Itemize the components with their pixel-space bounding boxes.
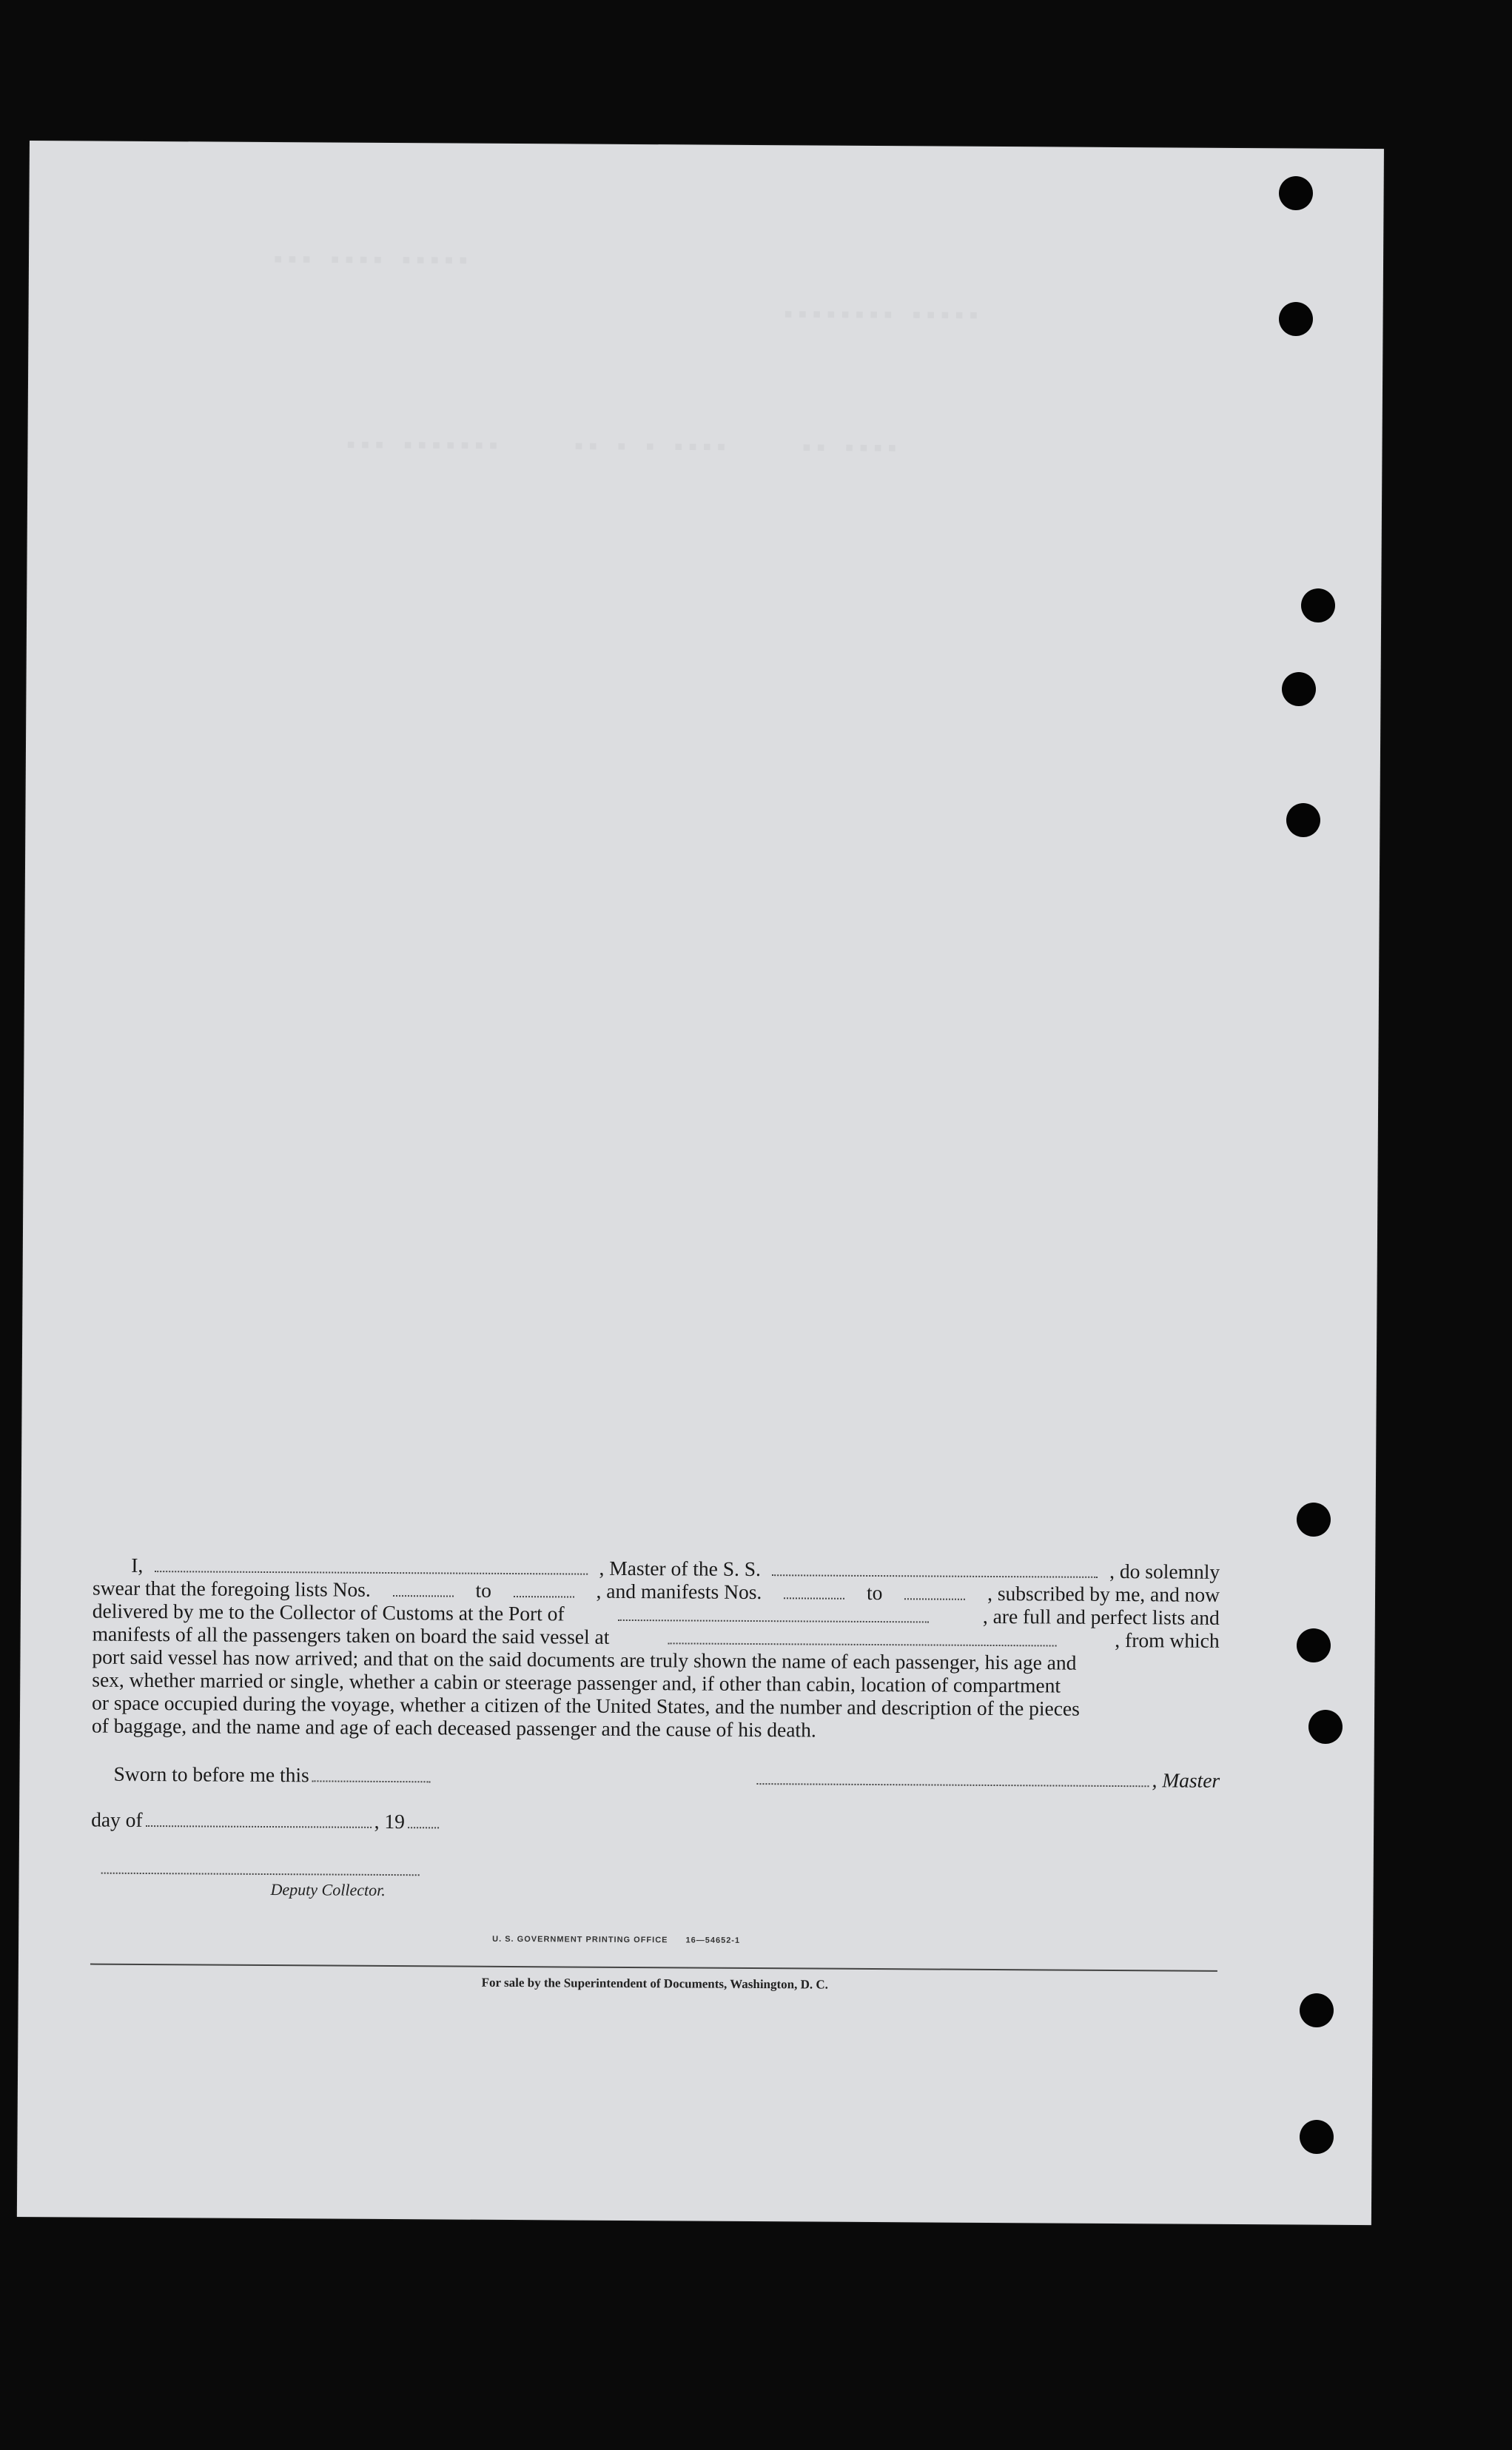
oath-text: I, [131, 1553, 144, 1577]
bleed-through-mark: ▪▪▪▪▪▪▪▪ ▪▪▪▪▪ [783, 304, 984, 324]
departure-port-blank [668, 1642, 1056, 1646]
punch-hole [1286, 803, 1320, 837]
punch-hole [1308, 1710, 1343, 1744]
punch-hole [1300, 2120, 1334, 2154]
manifest-to-blank [904, 1598, 965, 1600]
paper-sheet [17, 141, 1384, 2225]
oath-text: , from which [1115, 1628, 1220, 1652]
master-signature-blank [756, 1783, 1149, 1787]
oath-text: port said vessel has now arrived; and that on the said documents are truly shown the name of each passenger, his age and [92, 1645, 1077, 1674]
printing-office-imprint [492, 1935, 740, 1945]
gpo-label: U. S. GOVERNMENT PRINTING OFFICE [492, 1934, 668, 1945]
manifest-from-blank [784, 1597, 844, 1600]
oath-text: to [475, 1578, 491, 1602]
punch-hole [1279, 302, 1313, 336]
oath-text: , subscribed by me, and now [987, 1581, 1220, 1606]
deputy-signature-blank [101, 1873, 420, 1876]
oath-text: manifests of all the passengers taken on board the said vessel at [92, 1622, 610, 1648]
list-from-blank [393, 1595, 454, 1597]
oath-text: or space occupied during the voyage, whether a citizen of the United States, and the number and description of the pieces [92, 1691, 1080, 1720]
footer-rule [90, 1964, 1217, 1972]
oath-text: , do solemnly [1109, 1559, 1220, 1583]
oath-text: sex, whether married or single, whether a cabin or steerage passenger and, if other than cabin, location of compartment [92, 1668, 1061, 1697]
month-blank [146, 1825, 372, 1828]
year-label: , 19 [374, 1809, 405, 1833]
punch-hole [1279, 176, 1313, 210]
form-number: 16—54652-1 [685, 1936, 741, 1945]
punch-hole [1300, 1993, 1334, 2027]
master-signature-row [753, 1766, 1220, 1793]
punch-hole [1301, 588, 1335, 622]
list-to-blank [514, 1596, 574, 1598]
oath-text: , and manifests Nos. [596, 1579, 762, 1604]
oath-text: to [866, 1580, 883, 1605]
day-of-label: day of [91, 1808, 143, 1831]
punch-hole [1297, 1503, 1331, 1537]
master-name-blank [155, 1571, 588, 1575]
year-blank [408, 1827, 439, 1828]
master-oath-paragraph [92, 1554, 1220, 1744]
oath-text: delivered by me to the Collector of Customs at the Port of [92, 1599, 565, 1625]
punch-hole [1282, 672, 1316, 706]
oath-text: swear that the foregoing lists Nos. [92, 1576, 371, 1601]
ship-name-blank [773, 1574, 1098, 1578]
bleed-through-mark: ▪▪▪ ▪▪▪▪ ▪▪▪▪▪ [272, 249, 473, 269]
deputy-collector-label: Deputy Collector. [270, 1880, 386, 1899]
signature-block [91, 1762, 1220, 1833]
sworn-row [113, 1762, 433, 1788]
master-label: , Master [1152, 1768, 1220, 1792]
oath-text: of baggage, and the name and age of each deceased passenger and the cause of his death. [91, 1714, 816, 1742]
oath-text: , Master of the S. S. [599, 1556, 762, 1581]
punch-hole [1297, 1628, 1331, 1662]
day-row [91, 1808, 442, 1834]
bleed-through-mark: ▪▪▪ ▪▪▪▪▪▪▪ ▪▪ ▪ ▪ ▪▪▪▪ ▪▪ ▪▪▪▪ [346, 434, 902, 457]
sworn-label: Sworn to before me this [113, 1762, 309, 1787]
port-blank [618, 1620, 929, 1623]
sworn-date-blank [312, 1780, 431, 1782]
oath-text: , are full and perfect lists and [982, 1604, 1220, 1629]
sale-notice: For sale by the Superintendent of Documents, Washington, D. C. [481, 1975, 829, 1992]
